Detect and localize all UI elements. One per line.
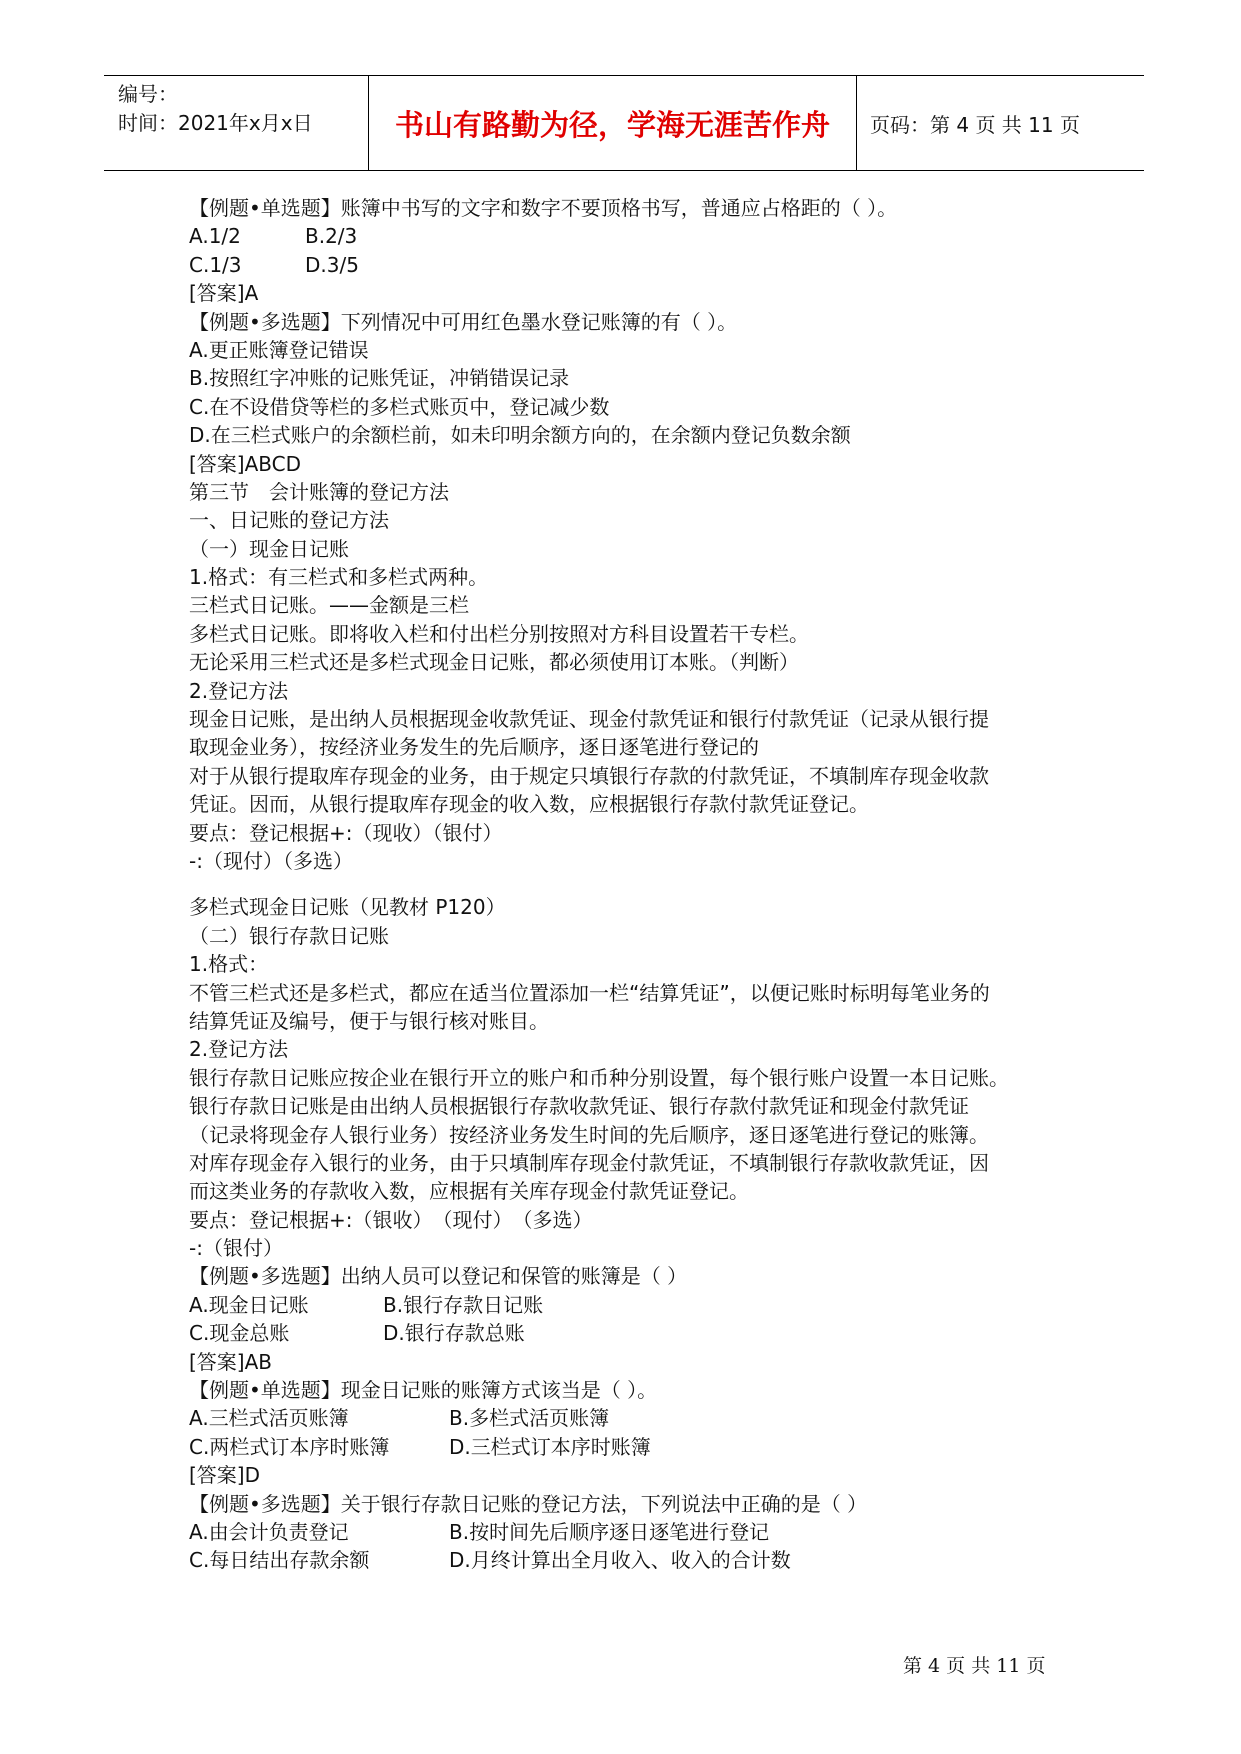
option-c: C.两栏式订本序时账簿: [189, 1434, 390, 1459]
text-line: 1.格式：: [189, 952, 269, 977]
option-row: [189, 222, 1089, 250]
text-line: 三栏式日记账。——金额是三栏: [189, 593, 469, 618]
header-divider: [856, 76, 857, 170]
text-line: 现金日记账，是出纳人员根据现金收款凭证、现金付款凭证和银行付款凭证（记录从银行提: [189, 707, 989, 732]
option-line: A.更正账簿登记错误: [189, 337, 369, 362]
option-d: D.三栏式订本序时账簿: [449, 1434, 651, 1459]
key-point-line: -:（银付）: [189, 1236, 283, 1261]
option-d: D.银行存款总账: [383, 1321, 525, 1346]
text-line: 对于从银行提取库存现金的业务，由于规定只填银行存款的付款凭证，不填制库存现金收款: [189, 763, 989, 788]
text-line: 2.登记方法: [189, 678, 289, 703]
section-heading: 第三节 会计账簿的登记方法: [189, 479, 449, 504]
option-row: [189, 1404, 1089, 1432]
question-text: 【例题•多选题】下列情况中可用红色墨水登记账簿的有（ ）。: [189, 309, 738, 334]
option-row: [189, 1518, 1089, 1546]
question-text: 【例题•单选题】账簿中书写的文字和数字不要顶格书写，普通应占格距的（ ）。: [189, 196, 898, 220]
text-line: 多栏式日记账。即将收入栏和付出栏分别按照对方科目设置若干专栏。: [189, 621, 809, 646]
option-a: A.由会计负责登记: [189, 1519, 349, 1544]
answer-line: [答案]D: [189, 1463, 261, 1488]
page-header: [104, 75, 1144, 171]
option-d: D.3/5: [305, 252, 359, 277]
question-text: 【例题•多选题】出纳人员可以登记和保管的账簿是（ ）: [189, 1264, 688, 1289]
option-row: [189, 1319, 1089, 1347]
text-line: 多栏式现金日记账（见教材 P120）: [189, 895, 506, 920]
answer-line: [答案]AB: [189, 1349, 273, 1374]
text-line: 而这类业务的存款收入数，应根据有关库存现金付款凭证登记。: [189, 1179, 749, 1204]
text-line: （记录将现金存人银行业务）按经济业务发生时间的先后顺序，逐日逐笔进行登记的账簿。: [189, 1122, 989, 1147]
option-a: A.现金日记账: [189, 1292, 309, 1317]
text-line: 银行存款日记账应按企业在银行开立的账户和币种分别设置，每个银行账户设置一本日记账。: [189, 1065, 1009, 1090]
key-point-line: 要点：登记根据+:（现收）（银付）: [189, 820, 503, 845]
option-a: A.1/2: [189, 224, 241, 249]
option-b: B.多栏式活页账簿: [449, 1406, 610, 1431]
option-b: B.按时间先后顺序逐日逐笔进行登记: [449, 1519, 770, 1544]
text-line: 不管三栏式还是多栏式，都应在适当位置添加一栏“结算凭证”，以便记账时标明每笔业务的: [189, 980, 990, 1005]
question-text: 【例题•多选题】关于银行存款日记账的登记方法，下列说法中正确的是（ ）: [189, 1491, 868, 1516]
subsection-heading: （一）现金日记账: [189, 536, 349, 561]
option-row: [189, 251, 1089, 279]
text-line: 无论采用三栏式还是多栏式现金日记账，都必须使用订本账。（判断）: [189, 650, 799, 675]
blank-line: [189, 875, 1089, 893]
header-meta: [118, 80, 313, 138]
text-line: 银行存款日记账是由出纳人员根据银行存款收款凭证、银行存款付款凭证和现金付款凭证: [189, 1094, 969, 1119]
number-label: 编号：: [118, 82, 178, 106]
option-a: A.三栏式活页账簿: [189, 1406, 349, 1431]
text-line: 凭证。因而，从银行提取库存现金的收入数，应根据银行存款付款凭证登记。: [189, 792, 869, 817]
option-row: [189, 1433, 1089, 1461]
option-row: [189, 1291, 1089, 1319]
text-line: 1.格式：有三栏式和多栏式两种。: [189, 565, 489, 590]
subsection-heading: 一、日记账的登记方法: [189, 508, 389, 533]
question-text: 【例题•单选题】现金日记账的账簿方式该当是（ ）。: [189, 1378, 658, 1403]
option-c: C.1/3: [189, 252, 242, 277]
option-line: D.在三栏式账户的余额栏前，如未印明余额方向的，在余额内登记负数余额: [189, 423, 851, 448]
page-footer: 第 4 页 共 11 页: [903, 1655, 1046, 1677]
option-row: [189, 1546, 1089, 1574]
subsection-heading: （二）银行存款日记账: [189, 923, 389, 948]
option-line: B.按照红字冲账的记账凭证，冲销错误记录: [189, 366, 570, 391]
option-line: C.在不设借贷等栏的多栏式账页中，登记减少数: [189, 394, 610, 419]
option-c: C.现金总账: [189, 1321, 290, 1346]
key-point-line: 要点：登记根据+:（银收） （现付） （多选）: [189, 1207, 593, 1232]
key-point-line: -:（现付）（多选）: [189, 848, 353, 873]
answer-line: [答案]A: [189, 281, 259, 306]
answer-line: [答案]ABCD: [189, 451, 302, 476]
header-motto: 书山有路勤为径，学海无涯苦作舟: [394, 107, 830, 142]
text-line: 结算凭证及编号，便于与银行核对账目。: [189, 1008, 549, 1033]
text-line: 对库存现金存入银行的业务，由于只填制库存现金付款凭证，不填制银行存款收款凭证，因: [189, 1150, 989, 1175]
option-b: B.银行存款日记账: [383, 1292, 544, 1317]
text-line: 2.登记方法: [189, 1037, 289, 1062]
header-page-number: 页码：第 4 页 共 11 页: [870, 112, 1080, 137]
option-c: C.每日结出存款余额: [189, 1548, 370, 1573]
option-d: D.月终计算出全月收入、收入的合计数: [449, 1548, 791, 1573]
text-line: 取现金业务），按经济业务发生的先后顺序，逐日逐笔进行登记的: [189, 735, 759, 760]
time-label: 时间：2021年x月x日: [118, 111, 313, 135]
option-b: B.2/3: [305, 224, 358, 249]
document-body: [189, 194, 1089, 1575]
